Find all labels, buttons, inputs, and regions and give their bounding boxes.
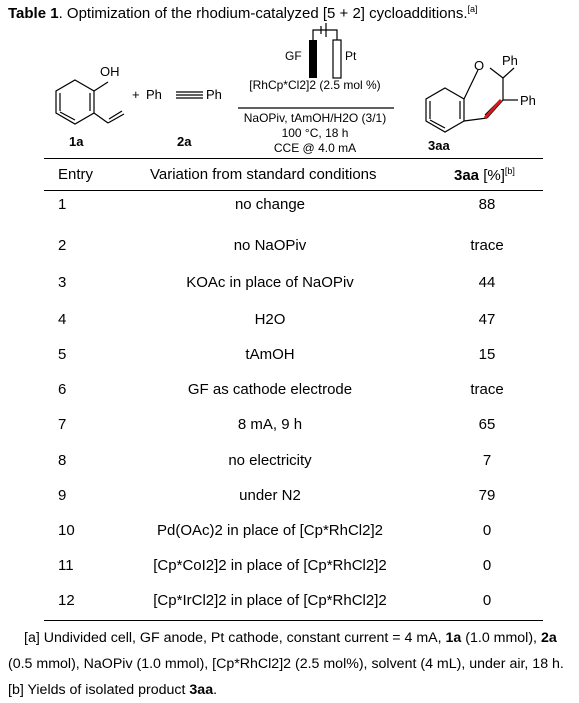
footnote-a-2a: 2a [540, 630, 557, 646]
table-row [0, 346, 579, 370]
footnote-b-compound: 3aa [189, 682, 214, 698]
yield-cell: 0 [482, 557, 492, 574]
variation-cell: no NaOPiv [233, 237, 307, 254]
conditions-line-1: NaOPiv, tAmOH/H2O (3/1) [243, 111, 387, 125]
ph-label-left: Ph [146, 87, 162, 102]
table-row [0, 487, 579, 511]
variation-cell: Pd(OAc)2 in place of [Cp*RhCl2]2 [157, 522, 383, 539]
footnote-a-rest: (0.5 mmol), NaOPiv (1.0 mmol), [Cp*RhCl2]2 (2.5 mol%), solvent (4 mL), under air, 18 h. [8, 656, 564, 672]
oxygen-label: O [474, 58, 485, 73]
table-footnotes [8, 625, 573, 703]
yield-cell: 0 [482, 592, 492, 609]
label-2a: 2a [177, 134, 192, 149]
reaction-scheme [0, 22, 579, 157]
entry-cell: 1 [58, 196, 67, 213]
table-bottom-rule [44, 620, 543, 621]
header-yield [454, 166, 515, 184]
yield-cell: 0 [482, 522, 492, 539]
table-title [8, 4, 478, 22]
variation-cell: under N2 [239, 487, 301, 504]
yield-cell: 47 [478, 311, 496, 328]
entry-cell: 9 [58, 487, 67, 504]
table-row [0, 274, 579, 298]
table-label: Table 1 [8, 5, 59, 22]
entry-cell: 6 [58, 381, 67, 398]
yield-cell: trace [470, 381, 504, 398]
entry-cell: 11 [58, 557, 74, 574]
footnote-a: [a] Undivided cell, GF anode, Pt cathode, constant current = 4 mA, [24, 630, 442, 646]
yield-cell: 79 [478, 487, 496, 504]
variation-cell: KOAc in place of NaOPiv [186, 274, 354, 291]
footnote-b-end: . [213, 682, 218, 698]
ring-bond-o1 [464, 70, 478, 99]
plus-sign: + [132, 87, 140, 102]
vinyl-bond-1 [94, 113, 108, 123]
header-yield-compound: 3aa [454, 167, 480, 184]
variation-cell: 8 mA, 9 h [237, 416, 303, 433]
variation-cell: no change [234, 196, 306, 213]
yield-cell: 44 [478, 274, 496, 291]
label-1a: 1a [69, 134, 84, 149]
entry-cell: 5 [58, 346, 67, 363]
yield-cell: 88 [478, 196, 496, 213]
header-entry: Entry [58, 166, 94, 183]
footnote-b: [b] Yields of isolated product [8, 682, 186, 698]
variation-cell: GF as cathode electrode [187, 381, 353, 398]
table-row [0, 237, 579, 261]
benzene-ring-1a [56, 80, 94, 124]
ph-label-product-right: Ph [520, 93, 536, 108]
variation-cell: H2O [254, 311, 286, 328]
yield-cell: 65 [478, 416, 496, 433]
table-row [0, 592, 579, 616]
table-top-rule [44, 158, 543, 159]
table-row [0, 452, 579, 476]
table-row [0, 522, 579, 546]
highlight-bond [485, 100, 501, 118]
benzene-ring-3aa [426, 88, 464, 132]
table-title-text: . Optimization of the rhodium-catalyzed [5 + 2] cycloadditions. [58, 5, 468, 22]
ph-label-right: Ph [206, 87, 222, 102]
oh-bond [94, 82, 108, 91]
entry-cell: 12 [58, 592, 75, 609]
catalyst-text: [RhCp*Cl2]2 (2.5 mol %) [249, 78, 381, 92]
header-yield-unit: [%] [479, 167, 505, 184]
entry-cell: 2 [58, 237, 67, 254]
header-yield-note: [b] [504, 166, 515, 176]
table-row [0, 311, 579, 335]
entry-cell: 8 [58, 452, 67, 469]
table-header-rule [44, 190, 543, 191]
cathode-label: Pt [345, 49, 357, 63]
yield-cell: 15 [478, 346, 496, 363]
pt-cathode [333, 40, 341, 78]
yield-cell: 7 [482, 452, 492, 469]
table-row [0, 416, 579, 440]
table-row [0, 557, 579, 581]
variation-cell: [Cp*CoI2]2 in place of [Cp*RhCl2]2 [153, 557, 387, 574]
oh-label: OH [100, 64, 120, 79]
footnote-a-1a-amount: (1.0 mmol), [465, 630, 537, 646]
table-row [0, 196, 579, 220]
footnote-a-1a: 1a [445, 630, 462, 646]
title-footnote-mark: [a] [467, 4, 478, 14]
anode-label: GF [285, 49, 302, 63]
conditions-line-3: CCE @ 4.0 mA [273, 141, 357, 155]
entry-cell: 4 [58, 311, 67, 328]
variation-cell: no electricity [228, 452, 312, 469]
header-variation: Variation from standard conditions [150, 166, 377, 183]
gf-anode [309, 40, 317, 78]
ph-label-product-top: Ph [502, 53, 518, 68]
yield-cell: trace [470, 237, 504, 254]
ring-bond-o2 [490, 68, 503, 78]
conditions-line-2: 100 °C, 18 h [281, 126, 349, 140]
table-row [0, 381, 579, 405]
entry-cell: 7 [58, 416, 67, 433]
label-3aa: 3aa [428, 138, 450, 153]
variation-cell: tAmOH [245, 346, 295, 363]
ph-bond-1 [503, 68, 514, 78]
entry-cell: 3 [58, 274, 67, 291]
entry-cell: 10 [58, 522, 75, 539]
variation-cell: [Cp*IrCl2]2 in place of [Cp*RhCl2]2 [153, 592, 387, 609]
